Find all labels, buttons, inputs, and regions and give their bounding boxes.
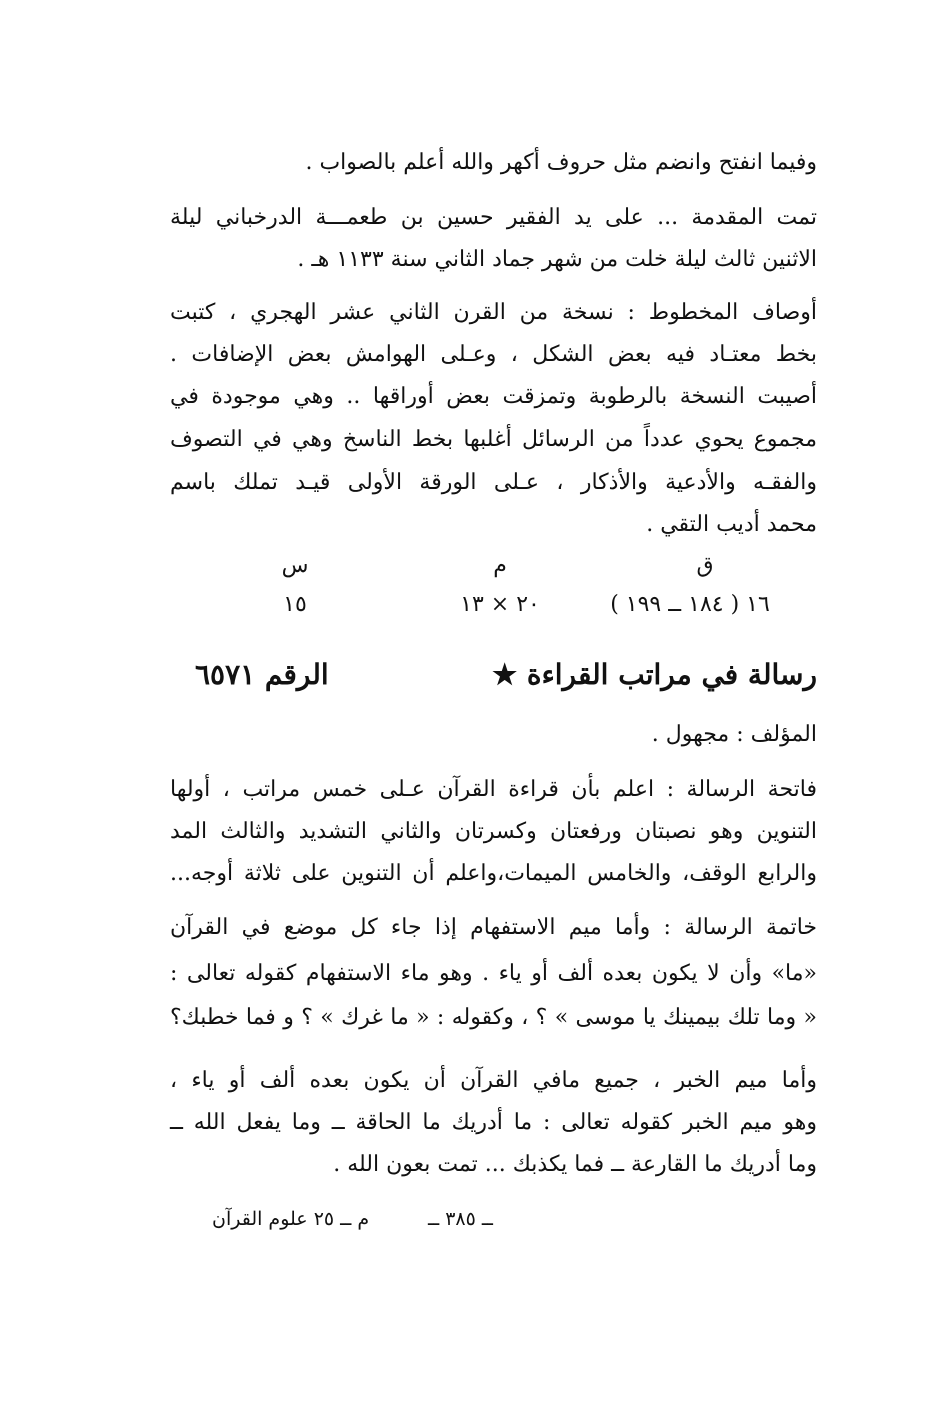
text-line: مجموع يحوي عدداً من الرسائل أغلبها بخط الناسخ وهي في التصوف	[170, 427, 817, 452]
entry-number: الرقم ٦٥٧١	[195, 658, 329, 691]
text-line: الاثنين ثالث ليلة خلت من شهر جماد الثاني سنة ١١٣٣ هـ .	[297, 247, 817, 272]
colophon-paragraph	[170, 201, 817, 281]
text-line: وأما ميم الخبر ، جميع مافي القرآن أن يكون بعده ألف أو ياء ،	[170, 1068, 817, 1093]
text-line: « وما تلك بيمينك يا موسى » ؟ ، وكقوله : « ما غرك » ؟ و فما خطبك؟	[170, 1005, 817, 1030]
dim-label-leaves: ق	[696, 553, 714, 578]
description-paragraph	[170, 296, 817, 556]
text-line: وهو ميم الخبر كقوله تعالى : ما أدريك ما الحاقة ــ وما يفعل الله ــ	[170, 1110, 817, 1135]
closing-paragraph	[170, 911, 817, 1041]
dim-label-lines: س	[281, 553, 309, 578]
text-line: وفيما انفتح وانضم مثل حروف أكهر والله أعلم بالصواب .	[305, 150, 817, 175]
entry-title: رسالة في مراتب القراءة ★	[492, 658, 817, 691]
text-line: تمت المقدمة ... على يد الفقير حسين بن طعمـــة الدرخباني ليلة	[170, 205, 817, 230]
dim-label-size: م	[493, 553, 507, 578]
page-number: ــ ٣٨٥ ــ	[428, 1208, 493, 1230]
text-line: التنوين وهو نصبتان ورفعتان وكسرتان والثاني التشديد والثالث المد	[170, 819, 817, 844]
dim-value-leaves: ١٦ ( ١٨٤ ــ ١٩٩ )	[610, 592, 770, 617]
text-line: والفقـه والأدعية والأذكار ، عـلى الورقة الأولى قيـد تملك باسم	[170, 470, 817, 495]
text-line: فاتحة الرسالة : اعلم بأن قراءة القرآن عـلى خمس مراتب ، أولها	[170, 777, 817, 802]
text-line: محمد أديب التقي .	[646, 512, 817, 537]
opening-paragraph	[170, 773, 817, 903]
text-line: أوصاف المخطوط : نسخة من القرن الثاني عشر الهجري ، كتبت	[170, 300, 817, 325]
dim-value-size: ٢٠ × ١٣	[460, 592, 540, 617]
text-line: خاتمة الرسالة : وأما ميم الاستفهام إذا جاء كل موضع في القرآن	[170, 915, 817, 940]
signature-mark: م ــ ٢٥ علوم القرآن	[212, 1208, 370, 1230]
text-line: «ما» وأن لا يكون بعده ألف أو ياء . وهو ماء الاستفهام كقوله تعالى :	[170, 961, 817, 986]
author-line	[400, 718, 817, 758]
dim-value-lines: ١٥	[283, 592, 307, 617]
text-line: وما أدريك ما القارعة ــ فما يكذبك ... تمت بعون الله .	[333, 1152, 817, 1177]
final-paragraph	[170, 1064, 817, 1194]
text-line: بخط معتـاد فيه بعض الشكل ، وعـلى الهوامش بعض الإضافات .	[170, 342, 817, 367]
text-line: والرابع الوقف، والخامس الميمات،واعلم أن التنوين على ثلاثة أوجه...	[170, 861, 817, 886]
intro-paragraph	[210, 146, 817, 186]
text-line: أصيبت النسخة بالرطوبة وتمزقت بعض أوراقها .. وهي موجودة في	[170, 384, 817, 409]
text-line: المؤلف : مجهول .	[651, 722, 817, 747]
